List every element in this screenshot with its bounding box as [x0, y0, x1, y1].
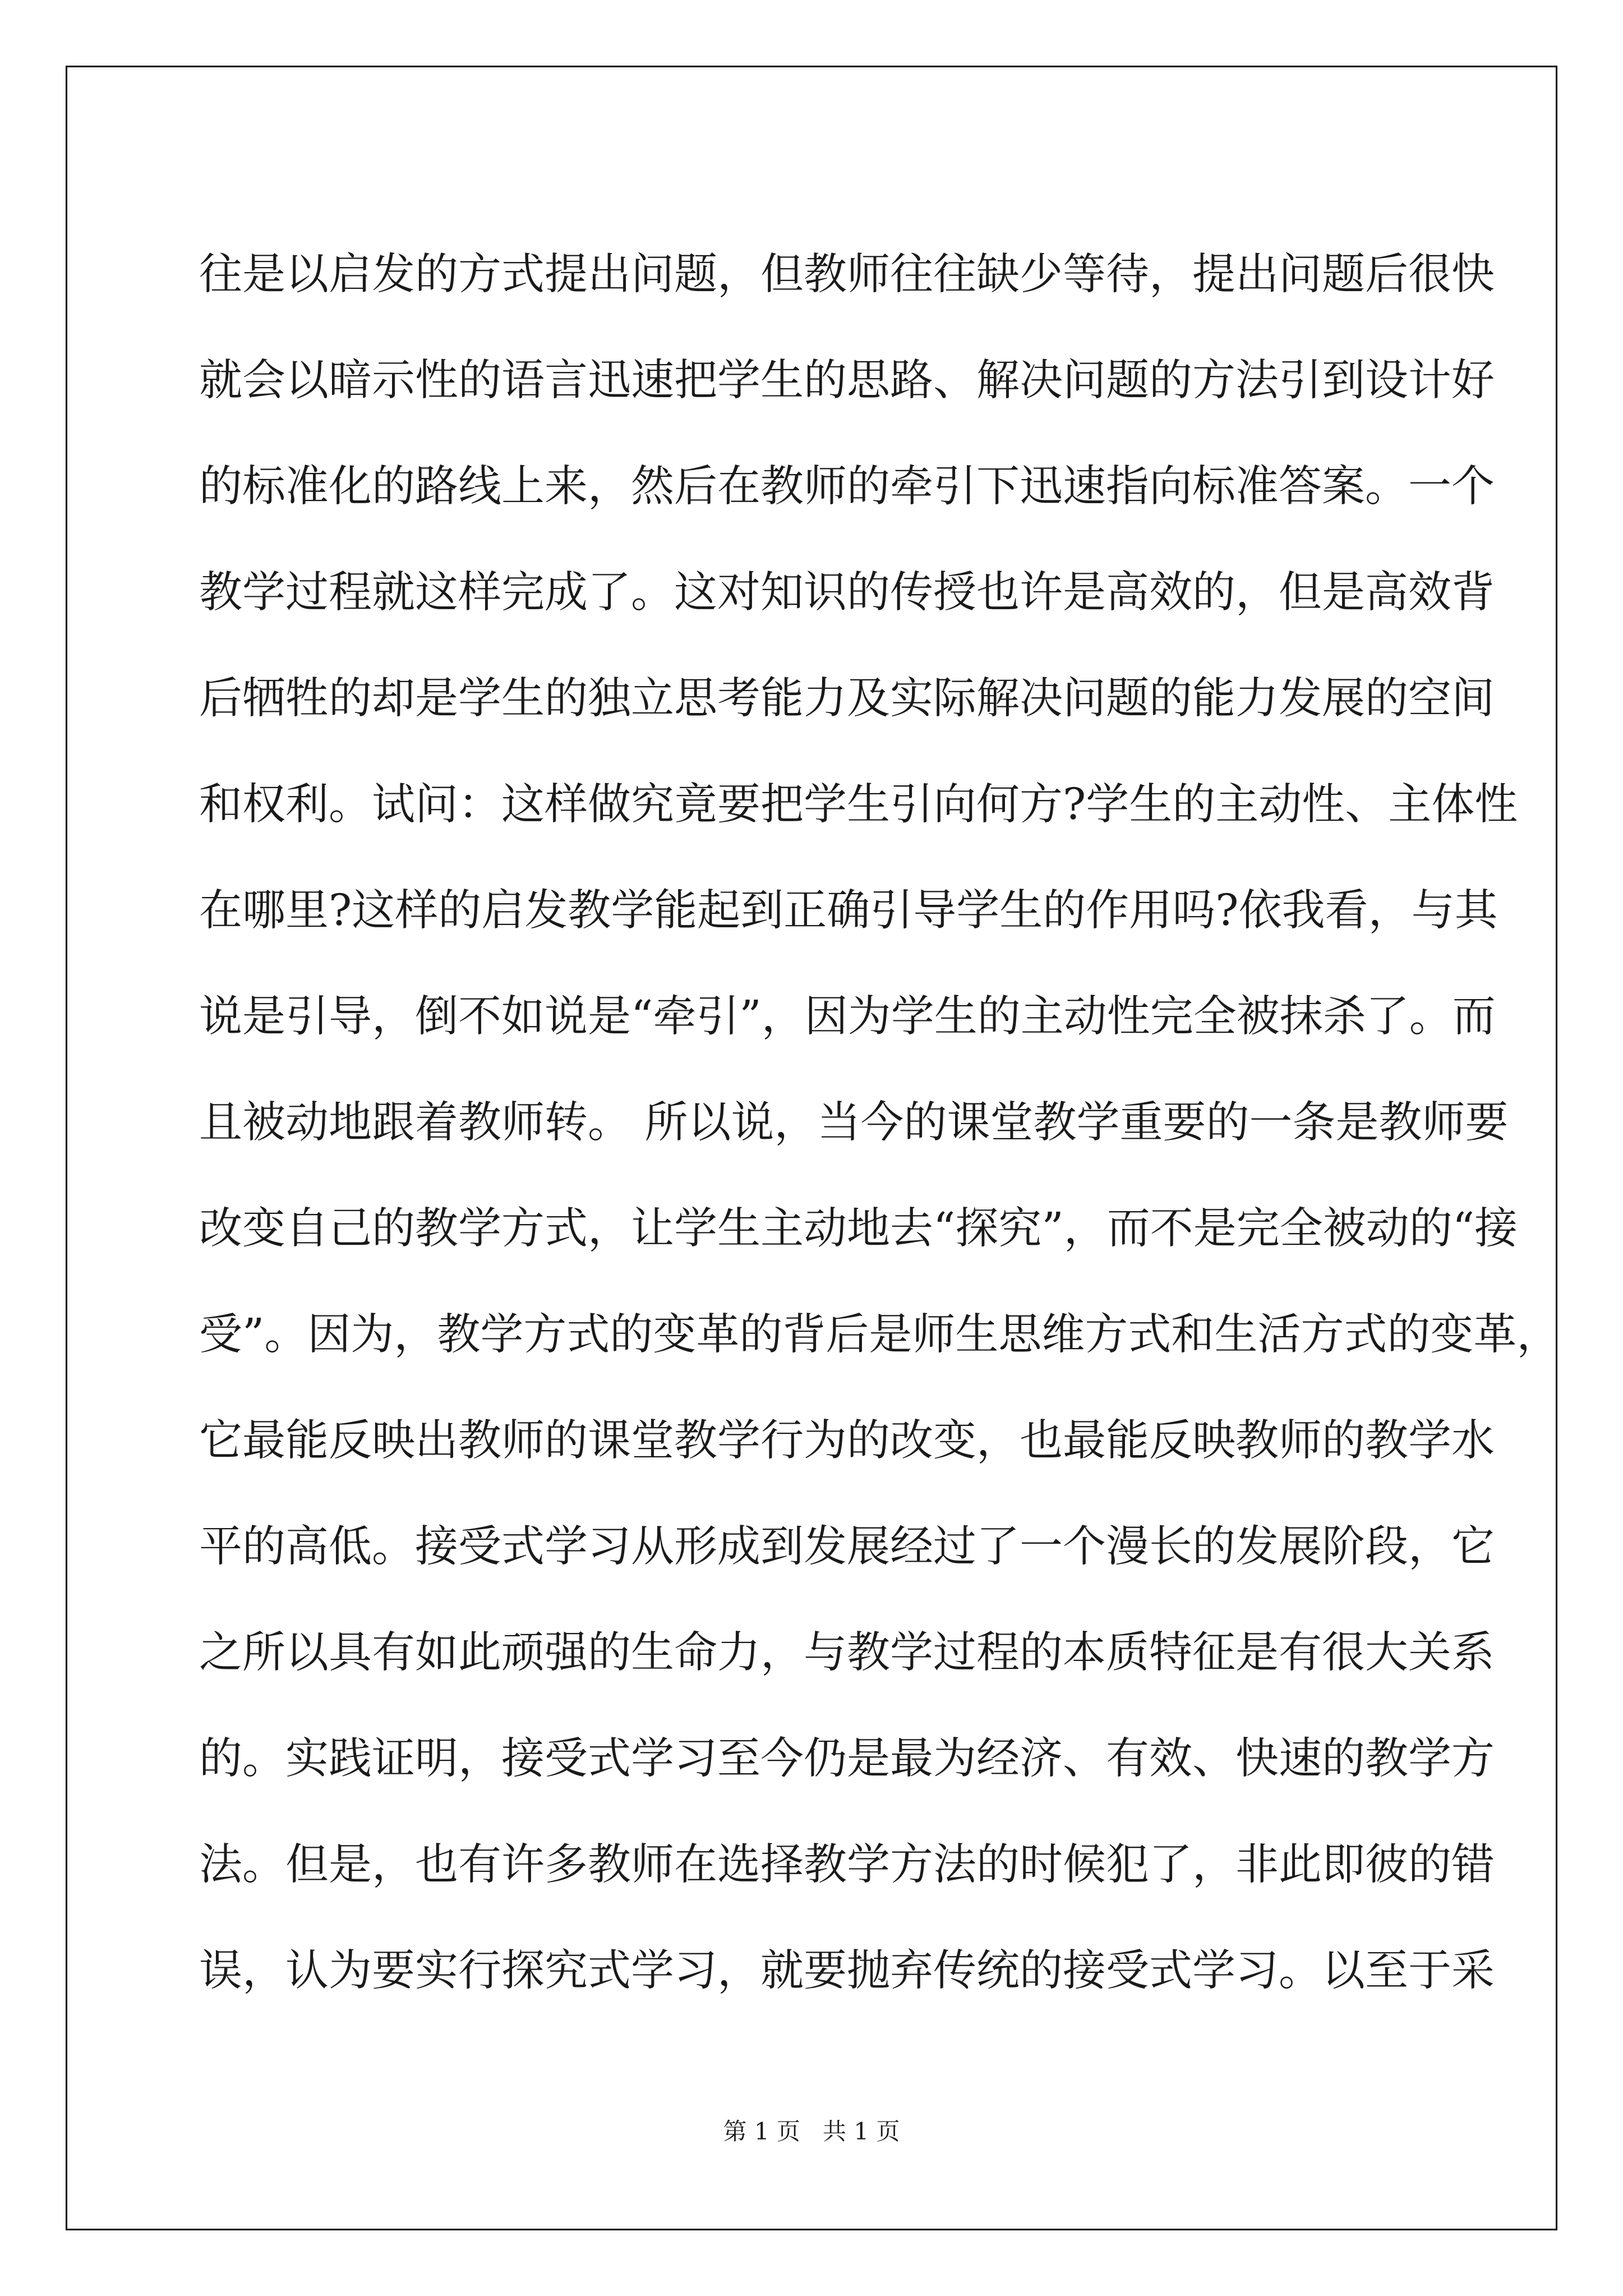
text-line: 且 被 动 地 跟 着 教 师 转 。 所 以 说 ， 当 今 的 课 堂 教 学 重 要 的 一 条 是 教 师 要	[199, 1098, 1509, 1148]
text-line: 就 会 以 暗 示 性 的 语 言 迅 速 把 学 生 的 思 路 、 解 决 问 题 的 方 法 引 到 设 计 好	[199, 356, 1495, 406]
text-line: 教 学 过 程 就 这 样 完 成 了 。 这 对 知 识 的 传 授 也 许 是 高 效 的 ， 但 是 高 效 背	[199, 568, 1495, 618]
text-line: 说 是 引 导 ， 倒 不 如 说 是 “ 牵 引 ” ， 因 为 学 生 的 主 动 性 完 全 被 抹 杀 了 。 而	[199, 992, 1496, 1042]
text-line: 的 。 实 践 证 明 ， 接 受 式 学 习 至 今 仍 是 最 为 经 济 、 有 效 、 快 速 的 教 学 方	[199, 1734, 1495, 1784]
text-line: 平 的 高 低 。 接 受 式 学 习 从 形 成 到 发 展 经 过 了 一 个 漫 长 的 发 展 阶 段 ， 它	[199, 1522, 1495, 1572]
text-line: 误 ， 认 为 要 实 行 探 究 式 学 习 ， 就 要 抛 弃 传 统 的 接 受 式 学 习 。 以 至 于 采	[199, 1946, 1495, 1996]
text-line: 改 变 自 己 的 教 学 方 式 ， 让 学 生 主 动 地 去 “ 探 究 ” ， 而 不 是 完 全 被 动 的 “ 接	[199, 1204, 1518, 1254]
text-line: 在 哪 里 ? 这 样 的 启 发 教 学 能 起 到 正 确 引 导 学 生 的 作 用 吗 ? 依 我 看 ， 与 其	[199, 886, 1498, 936]
page-footer	[0, 2115, 1623, 2148]
text-line: 法 。 但 是 ， 也 有 许 多 教 师 在 选 择 教 学 方 法 的 时 候 犯 了 ， 非 此 即 彼 的 错	[199, 1840, 1495, 1890]
text-line: 往 是 以 启 发 的 方 式 提 出 问 题 ， 但 教 师 往 往 缺 少 等 待 ， 提 出 问 题 后 很 快	[199, 250, 1495, 300]
text-line: 后 牺 牲 的 却 是 学 生 的 独 立 思 考 能 力 及 实 际 解 决 问 题 的 能 力 发 展 的 空 间	[199, 674, 1495, 724]
document-body	[199, 222, 1560, 2024]
text-line: 受 ” 。 因 为 ， 教 学 方 式 的 变 革 的 背 后 是 师 生 思 维 方 式 和 生 活 方 式 的 变 革 ，	[199, 1310, 1560, 1360]
text-line: 的 标 准 化 的 路 线 上 来 ， 然 后 在 教 师 的 牵 引 下 迅 速 指 向 标 准 答 案 。 一 个	[199, 462, 1495, 512]
text-line: 和 权 利 。 试 问 ： 这 样 做 究 竟 要 把 学 生 引 向 何 方 ? 学 生 的 主 动 性 、 主 体 性	[199, 780, 1518, 830]
text-line: 它 最 能 反 映 出 教 师 的 课 堂 教 学 行 为 的 改 变 ， 也 最 能 反 映 教 师 的 教 学 水	[199, 1416, 1495, 1466]
page-number: 第 1 页 共 1 页	[723, 2118, 900, 2145]
text-line: 之 所 以 具 有 如 此 顽 强 的 生 命 力 ， 与 教 学 过 程 的 本 质 特 征 是 有 很 大 关 系	[199, 1628, 1495, 1678]
